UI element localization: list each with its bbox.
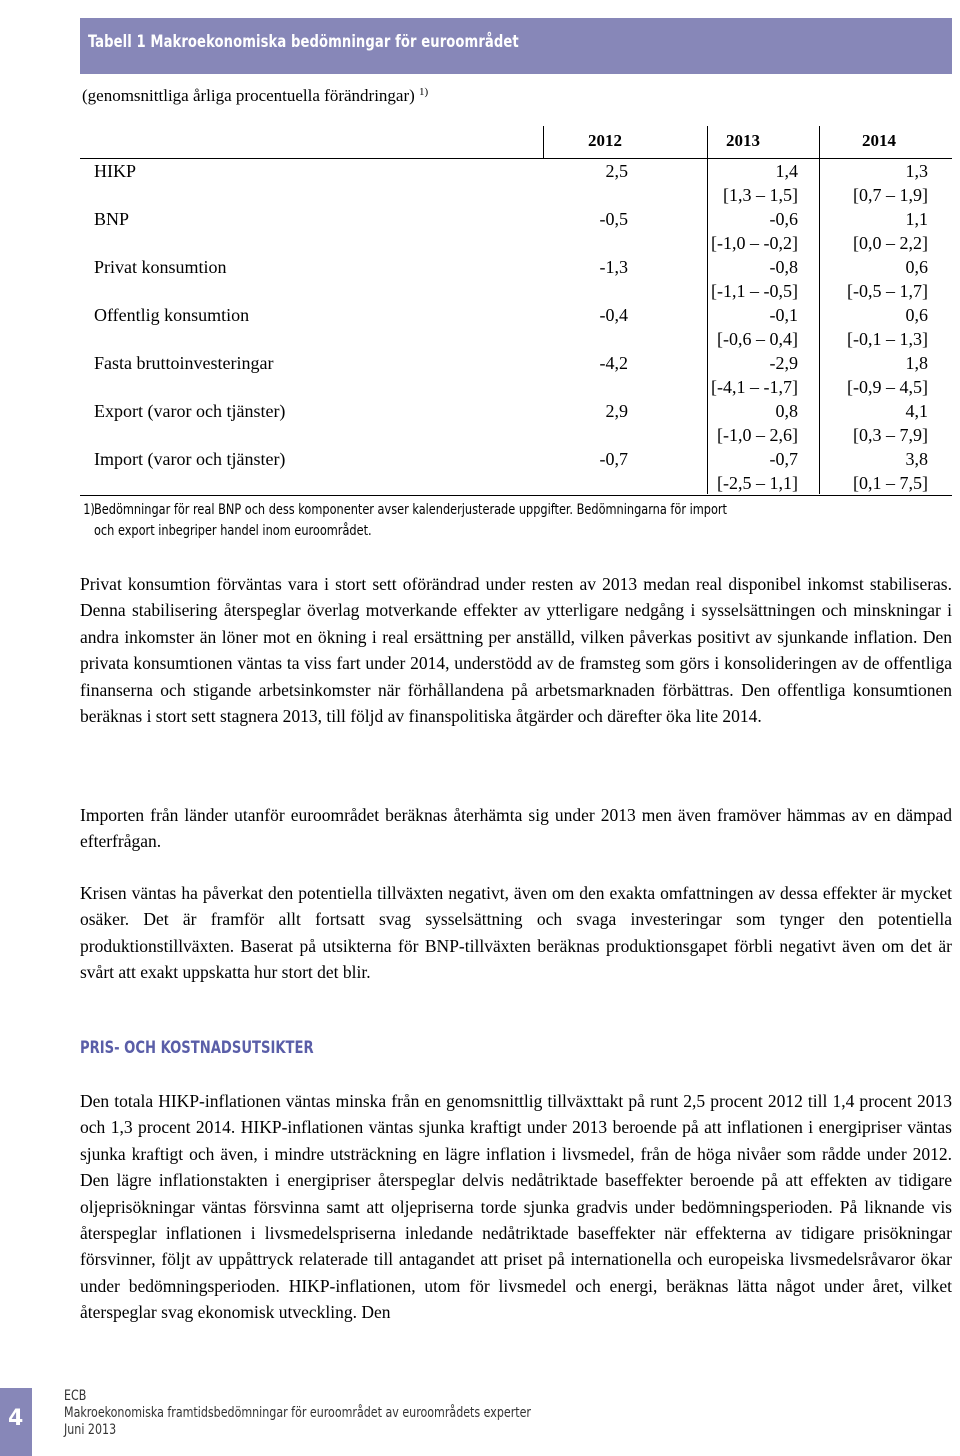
value-2013: -0,6 bbox=[769, 209, 798, 229]
value-2012: 2,5 bbox=[605, 161, 628, 181]
section-heading: PRIS- OCH KOSTNADSUTSIKTER bbox=[80, 1038, 314, 1058]
range-2014: [0,7 – 1,9] bbox=[853, 185, 928, 205]
row-label: Import (varor och tjänster) bbox=[94, 449, 286, 469]
table-title-banner bbox=[80, 18, 952, 74]
column-divider bbox=[707, 126, 708, 158]
range-2013: [-1,0 – 2,6] bbox=[717, 425, 798, 445]
row-label: Fasta bruttoinvesteringar bbox=[94, 353, 274, 373]
subtitle-text: (genomsnittliga årliga procentuella förändringar) bbox=[82, 86, 415, 105]
range-2014: [-0,9 – 4,5] bbox=[847, 377, 928, 397]
value-2012: 2,9 bbox=[605, 401, 628, 421]
range-2013: [-4,1 – -1,7] bbox=[711, 377, 798, 397]
range-2014: [-0,5 – 1,7] bbox=[847, 281, 928, 301]
value-2013: 0,8 bbox=[775, 401, 798, 421]
value-2012: -4,2 bbox=[599, 353, 628, 373]
value-2012: -0,4 bbox=[599, 305, 628, 325]
footer-publisher: ECB bbox=[64, 1388, 87, 1404]
value-2014: 3,8 bbox=[905, 449, 928, 469]
table-title: Tabell 1 Makroekonomiska bedömningar för euroområdet bbox=[88, 32, 519, 52]
row-label: HIKP bbox=[94, 161, 137, 181]
row-label: Privat konsumtion bbox=[94, 257, 227, 277]
value-2014: 1,8 bbox=[905, 353, 928, 373]
footnote-line-2: och export inbegriper handel inom euroområdet. bbox=[94, 523, 372, 539]
table-row bbox=[80, 351, 952, 399]
row-label: Offentlig konsumtion bbox=[94, 305, 250, 325]
table-bottom-rule bbox=[80, 495, 952, 496]
table-footnote bbox=[83, 500, 954, 542]
value-2013: -0,7 bbox=[769, 449, 798, 469]
range-2014: [-0,1 – 1,3] bbox=[847, 329, 928, 349]
page-number-tab bbox=[0, 1388, 32, 1456]
table-row bbox=[80, 447, 952, 495]
value-2012: -0,7 bbox=[599, 449, 628, 469]
range-2013: [-2,5 – 1,1] bbox=[717, 473, 798, 493]
footnote-line-1: Bedömningar för real BNP och dess komponenter avser kalenderjusterade uppgifter. Bedömningarna för import bbox=[94, 502, 728, 518]
table-row bbox=[80, 159, 952, 207]
column-divider bbox=[543, 126, 544, 158]
range-2013: [-0,6 – 0,4] bbox=[717, 329, 798, 349]
range-2014: [0,0 – 2,2] bbox=[853, 233, 928, 253]
page-footer bbox=[64, 1388, 595, 1439]
value-2014: 1,1 bbox=[905, 209, 928, 229]
table-row bbox=[80, 255, 952, 303]
footer-title: Makroekonomiska framtidsbedömningar för euroområdet av euroområdets experter bbox=[64, 1405, 531, 1421]
value-2013: -0,8 bbox=[769, 257, 798, 277]
page-number: 4 bbox=[8, 1406, 24, 1431]
year-2013-header: 2013 bbox=[726, 131, 760, 150]
range-2013: [-1,1 – -0,5] bbox=[711, 281, 798, 301]
table-row bbox=[80, 207, 952, 255]
value-2014: 0,6 bbox=[905, 257, 928, 277]
paragraph-potential-growth: Krisen väntas ha påverkat den potentiella tillväxten negativt, även om den exakta omfattningen av dessa effekter är mycket osäker. Det är framför allt fortsatt svag sysselsättning och svaga investeringar som tynger den potentiella produktionstillväxten. Baserat på utsikterna för BNP-tillväxten beräknas produktionsgapet förbli negativt även om det är svårt att exakt uppskatta hur stort det blir. bbox=[80, 883, 952, 983]
footnote-number: 1) bbox=[83, 502, 95, 518]
value-2014: 0,6 bbox=[905, 305, 928, 325]
paragraph-imports: Importen från länder utanför euroområdet beräknas återhämta sig under 2013 men även framöver hämmas av en dämpad efterfrågan. bbox=[80, 805, 952, 852]
table-row bbox=[80, 303, 952, 351]
table-header bbox=[80, 126, 952, 159]
footer-date: Juni 2013 bbox=[64, 1422, 117, 1438]
value-2013: -2,9 bbox=[769, 353, 798, 373]
range-2014: [0,3 – 7,9] bbox=[853, 425, 928, 445]
subtitle-footnote-ref: 1) bbox=[419, 86, 429, 98]
forecast-table bbox=[80, 126, 952, 496]
paragraph-hicp-inflation: Den totala HIKP-inflationen väntas minska från en genomsnittlig tillväxttakt på runt 2,5 procent 2012 till 1,4 procent 2013 och 1,3 procent 2014. HIKP-inflationen väntas sjunka kraftigt under 2013 beroende på att inflationen i energipriser väntas sjunka kraftigt och även, i mindre utsträckning en lägre inflation i livsmedel, från de höga nivåer som rådde under 2012. Den lägre inflationstakten i energipriser återspeglar delvis nedåtriktade baseffekter beroende på att effekten av tidigare oljeprisökningar väntas försvinna samt att oljepriserna torde sjunka gradvis under bedömningsperioden. På liknande vis återspeglar inflationen i livsmedelspriserna inledande nedåtriktade baseffekter när effekterna av tidigare prisökningar försvinner, följt av uppåttryck relaterade till antagandet att priset på internationella och europeiska livsmedelsråvaror ökar under bedömningsperioden. HIKP-inflationen, utom för livsmedel och energi, beräknas lätta något under året, vilket återspeglar svag ekonomisk utveckling. Den bbox=[80, 1091, 952, 1323]
table-row bbox=[80, 399, 952, 447]
row-label: Export (varor och tjänster) bbox=[94, 401, 286, 421]
table-subtitle bbox=[82, 86, 428, 106]
value-2013: -0,1 bbox=[769, 305, 798, 325]
value-2012: -0,5 bbox=[599, 209, 628, 229]
range-2013: [-1,0 – -0,2] bbox=[711, 233, 798, 253]
year-2014-header: 2014 bbox=[862, 131, 896, 150]
range-2013: [1,3 – 1,5] bbox=[723, 185, 798, 205]
row-label: BNP bbox=[94, 209, 130, 229]
value-2014: 1,3 bbox=[905, 161, 928, 181]
value-2012: -1,3 bbox=[599, 257, 628, 277]
year-2012-header: 2012 bbox=[588, 131, 622, 150]
range-2014: [0,1 – 7,5] bbox=[853, 473, 928, 493]
value-2013: 1,4 bbox=[775, 161, 798, 181]
paragraph-private-consumption: Privat konsumtion förväntas vara i stort sett oförändrad under resten av 2013 medan real disponibel inkomst stabiliseras. Denna stabilisering återspeglar överlag motverkande effekter av ytterligare nedgång i sysselsättningen och minskningar i andra inkomster än löner mot en ökning i real ersättning per anställd, vilken påverkas positivt av sjunkande inflation. Den privata konsumtionen väntas ta viss fart under 2014, understödd av de framsteg som görs i konsolideringen av de offentliga finanserna och stigande arbetsinkomster när förhållandena på arbetsmarknaden förbättras. Den offentliga konsumtionen beräknas i stort sett stagnera 2013, till följd av finanspolitiska åtgärder och därefter öka lite 2014. bbox=[80, 574, 952, 727]
column-divider bbox=[819, 126, 820, 158]
value-2014: 4,1 bbox=[905, 401, 928, 421]
